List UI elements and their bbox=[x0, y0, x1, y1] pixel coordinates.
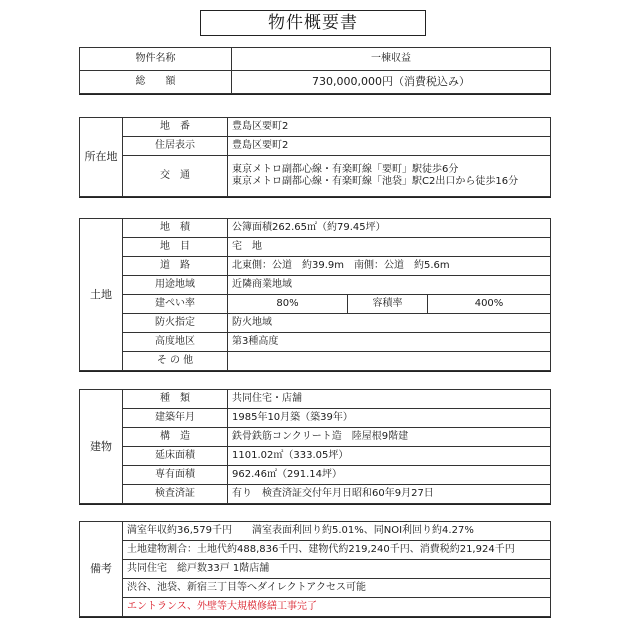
table-row bbox=[80, 522, 551, 541]
building-type-value: 共同住宅・店舗 bbox=[228, 390, 551, 409]
price-value: 730,000,000円（消費税込み） bbox=[232, 71, 551, 94]
kotsu-line-2: 東京メトロ副都心線・有楽町線「池袋」駅C2出口から徒歩16分 bbox=[232, 176, 519, 187]
land-table bbox=[79, 218, 551, 372]
structure-value: 鉄骨鉄筋コンクリート造 陸屋根9階建 bbox=[228, 428, 551, 447]
chiban-value: 豊島区要町2 bbox=[228, 118, 551, 137]
table-row bbox=[80, 48, 551, 71]
table-row bbox=[80, 409, 551, 428]
chimoku-value: 宅 地 bbox=[228, 238, 551, 257]
table-row bbox=[80, 541, 551, 560]
table-row bbox=[80, 137, 551, 156]
inspection-label: 検査済証 bbox=[123, 485, 228, 504]
property-name-value: 一棟収益 bbox=[232, 48, 551, 71]
remarks-line-2: 土地建物割合：土地代約488,836千円、建物代約219,240千円、消費税約21,924千円 bbox=[123, 541, 551, 560]
kotsu-value bbox=[228, 156, 551, 197]
jukyo-value: 豊島区要町2 bbox=[228, 137, 551, 156]
kotsu-line-1: 東京メトロ副都心線・有楽町線「要町」駅徒歩6分 bbox=[232, 164, 459, 175]
table-row bbox=[80, 598, 551, 617]
road-label: 道 路 bbox=[123, 257, 228, 276]
floor-area-label: 延床面積 bbox=[123, 447, 228, 466]
table-row bbox=[80, 219, 551, 238]
table-row bbox=[80, 156, 551, 197]
table-row bbox=[80, 428, 551, 447]
table-row bbox=[80, 447, 551, 466]
remarks-line-1: 満室年収約36,579千円 満室表面利回り約5.01%、同NOI利回り約4.27% bbox=[123, 522, 551, 541]
location-category: 所在地 bbox=[80, 118, 123, 197]
yoseki-label: 容積率 bbox=[348, 295, 428, 314]
table-row bbox=[80, 390, 551, 409]
built-value: 1985年10月築（築39年） bbox=[228, 409, 551, 428]
kenpei-label: 建ぺい率 bbox=[123, 295, 228, 314]
remarks-line-3: 共同住宅 総戸数33戸 1階店舗 bbox=[123, 560, 551, 579]
other-value bbox=[228, 352, 551, 371]
private-area-label: 専有面積 bbox=[123, 466, 228, 485]
remarks-category: 備考 bbox=[80, 522, 123, 617]
structure-label: 構 造 bbox=[123, 428, 228, 447]
remarks-line-4: 渋谷、池袋、新宿三丁目等へダイレクトアクセス可能 bbox=[123, 579, 551, 598]
road-value: 北東側：公道 約39.9m 南側：公道 約5.6m bbox=[228, 257, 551, 276]
built-label: 建築年月 bbox=[123, 409, 228, 428]
table-row bbox=[80, 118, 551, 137]
land-area-value: 公簿面積262.65㎡（約79.45坪） bbox=[228, 219, 551, 238]
table-row bbox=[80, 579, 551, 598]
table-row bbox=[80, 295, 551, 314]
building-type-label: 種 類 bbox=[123, 390, 228, 409]
jukyo-label: 住居表示 bbox=[123, 137, 228, 156]
table-row bbox=[80, 238, 551, 257]
summary-table bbox=[79, 47, 551, 95]
document-title: 物件概要書 bbox=[200, 10, 426, 36]
floor-area-value: 1101.02㎡（333.05坪） bbox=[228, 447, 551, 466]
kenpei-value: 80% bbox=[228, 295, 348, 314]
remarks-table bbox=[79, 521, 551, 618]
chiban-label: 地 番 bbox=[123, 118, 228, 137]
kodo-label: 高度地区 bbox=[123, 333, 228, 352]
bouka-label: 防火指定 bbox=[123, 314, 228, 333]
kotsu-label: 交 通 bbox=[123, 156, 228, 197]
table-row bbox=[80, 560, 551, 579]
table-row bbox=[80, 352, 551, 371]
remarks-line-5-highlight: エントランス、外壁等大規模修繕工事完了 bbox=[123, 598, 551, 617]
other-label: そ の 他 bbox=[123, 352, 228, 371]
bouka-value: 防火地域 bbox=[228, 314, 551, 333]
youto-value: 近隣商業地域 bbox=[228, 276, 551, 295]
price-label: 総 額 bbox=[80, 71, 232, 94]
chimoku-label: 地 目 bbox=[123, 238, 228, 257]
building-category: 建物 bbox=[80, 390, 123, 504]
location-table bbox=[79, 117, 551, 198]
property-name-label: 物件名称 bbox=[80, 48, 232, 71]
private-area-value: 962.46㎡（291.14坪） bbox=[228, 466, 551, 485]
table-row bbox=[80, 314, 551, 333]
table-row bbox=[80, 71, 551, 94]
table-row bbox=[80, 485, 551, 504]
building-table bbox=[79, 389, 551, 505]
yoseki-value: 400% bbox=[428, 295, 551, 314]
table-row bbox=[80, 333, 551, 352]
table-row bbox=[80, 257, 551, 276]
land-category: 土地 bbox=[80, 219, 123, 371]
table-row bbox=[80, 276, 551, 295]
youto-label: 用途地域 bbox=[123, 276, 228, 295]
inspection-value: 有り 検査済証交付年月日昭和60年9月27日 bbox=[228, 485, 551, 504]
table-row bbox=[80, 466, 551, 485]
land-area-label: 地 積 bbox=[123, 219, 228, 238]
kodo-value: 第3種高度 bbox=[228, 333, 551, 352]
